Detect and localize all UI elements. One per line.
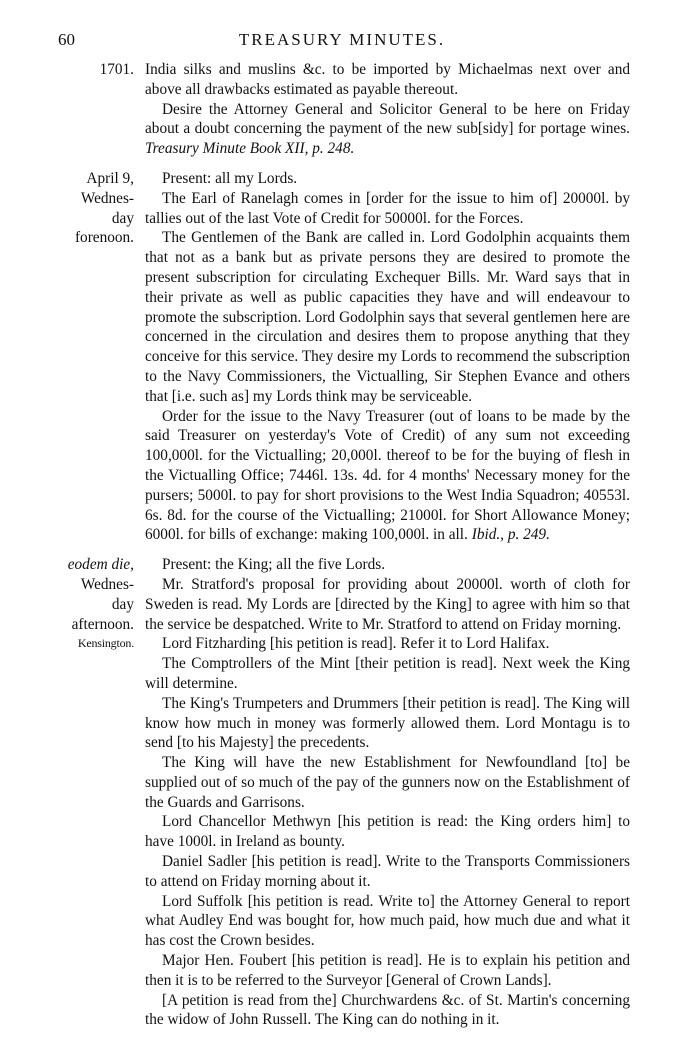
paragraph-text: The Earl of Ranelagh comes in [order for the issue to him of] 20000l. by tallies out of the last Vote of Credit for 50000l. for the Forces. xyxy=(145,189,630,227)
margin-line: 1701. xyxy=(99,61,134,78)
entry-gap xyxy=(56,159,630,169)
entry-gap xyxy=(56,545,630,555)
paragraph xyxy=(145,60,630,100)
margin-line: day xyxy=(111,595,134,613)
minute-entry xyxy=(56,555,630,1030)
entry-text xyxy=(145,60,630,159)
paragraph-text: Lord Suffolk [his petition is read. Write to] the Attorney General to report what Audley End was bought for, how much paid, how much due and what it has cost the Crown besides. xyxy=(145,892,630,950)
paragraph-text: Daniel Sadler [his petition is read]. Write to the Transports Commissioners to attend on Friday morning about it. xyxy=(145,853,630,890)
paragraph xyxy=(145,228,630,406)
margin-line: afternoon. xyxy=(71,615,134,633)
minute-entry xyxy=(56,169,630,545)
margin-note xyxy=(56,169,134,248)
entry-text xyxy=(145,555,630,1030)
paragraph-text: [A petition is read from the] Churchwardens &c. of St. Martin's concerning the widow of John Russell. The King can do nothing in it. xyxy=(145,991,630,1029)
paragraph-text: India silks and muslins &c. to be imported by Michaelmas next over and above all drawbacks estimated as payable thereout. xyxy=(145,61,630,98)
minute-entry xyxy=(56,60,630,159)
paragraph xyxy=(145,694,630,753)
paragraph-text: Lord Fitzharding [his petition is read]. Refer it to Lord Halifax. xyxy=(162,635,550,653)
paragraph-text: The Comptrollers of the Mint [their petition is read]. Next week the King will determine. xyxy=(145,655,630,692)
paragraph-text: Present: the King; all the five Lords. xyxy=(162,556,386,574)
margin-line: forenoon. xyxy=(74,229,134,247)
paragraph-text: Major Hen. Foubert [his petition is read]. He is to explain his petition and then it is to be referred to the Surveyor [General of Crown Lands]. xyxy=(145,952,630,989)
paragraph xyxy=(145,100,630,159)
margin-line: April 9, xyxy=(86,169,134,187)
paragraph-text: Mr. Stratford's proposal for providing about 20000l. worth of cloth for Sweden is read. My Lords are [directed by the King] to agree with him so that the service be despatched. Write to Mr. Stratford to attend on Friday morning. xyxy=(145,575,630,633)
entry-text xyxy=(145,169,630,545)
paragraph xyxy=(145,555,630,575)
paragraph xyxy=(145,753,630,812)
paragraph xyxy=(145,575,630,634)
paragraph xyxy=(145,951,630,991)
paragraph xyxy=(145,892,630,951)
paragraph-text: Lord Chancellor Methwyn [his petition is read: the King orders him] to have 1000l. in Ireland as bounty. xyxy=(145,813,630,851)
source-citation: Treasury Minute Book XII, p. 248. xyxy=(145,140,355,158)
paragraph xyxy=(145,852,630,892)
paragraph-text: Present: all my Lords. xyxy=(162,169,298,187)
paragraph xyxy=(145,634,630,654)
minutes-body xyxy=(56,60,630,1030)
margin-note xyxy=(56,555,134,654)
paragraph-text: The King's Trumpeters and Drummers [their petition is read]. The King will know how much in money was formerly allowed them. Lord Montagu is to send [to his Majesty] the precedents. xyxy=(145,694,630,752)
margin-note xyxy=(56,60,134,80)
page-number: 60 xyxy=(58,30,75,49)
paragraph xyxy=(145,654,630,694)
paragraph-text: Desire the Attorney General and Solicitor General to be here on Friday about a doubt concerning the payment of the new sub[sidy] for portage wines. xyxy=(145,100,630,138)
paragraph xyxy=(145,407,630,546)
paragraph xyxy=(145,812,630,852)
page-title: TREASURY MINUTES. xyxy=(238,30,446,49)
paragraph-text: The Gentlemen of the Bank are called in. Lord Godolphin acquaints them that not as a bank but as private persons they are desired to promote the present subscription for circulating Exchequer Bills. Mr. Ward says that in their private as well as public capacities they have and will endeavour to promote the subscription. Lord Godolphin says that several gentlemen here are concerned in the circulation and desires them to propose anything that they conceive for this service. They desire my Lords to recommend the subscription to the Navy Commissioners, the Victualling, Sir Stephen Evance and others that [i.e. such as] my Lords think may be serviceable. xyxy=(145,229,630,405)
source-citation: Ibid., p. 249. xyxy=(471,526,550,544)
paragraph xyxy=(145,189,630,229)
paragraph-text: The King will have the new Establishment for Newfoundland [to] be supplied out of so much of the pay of the gunners now on the Establishment of the Guards and Garrisons. xyxy=(145,754,630,811)
paragraph-text: Order for the issue to the Navy Treasurer (out of loans to be made by the said Treasurer on yesterday's Vote of Credit) of any sum not exceeding 100,000l. for the Victualling; 20,000l. thereof to be for the buying of flesh in the Victualling Office; 7446l. 13s. 4d. for 4 months' Necessary money for the pursers; 5000l. to pay for short provisions to the West India Squadron; 40553l. 6s. 8d. for the course of the Victualling; 21000l. for Short Allowance Money; 6000l. for bills of exchange: making 100,000l. in all. xyxy=(145,407,630,544)
margin-line: day xyxy=(111,209,134,227)
running-header xyxy=(58,30,626,54)
margin-line: Wednes- xyxy=(80,575,134,593)
paragraph xyxy=(145,991,630,1031)
margin-line: eodem die, xyxy=(67,556,134,574)
paragraph xyxy=(145,169,630,189)
margin-line: Wednes- xyxy=(80,189,134,207)
margin-line: Kensington. xyxy=(77,636,134,651)
